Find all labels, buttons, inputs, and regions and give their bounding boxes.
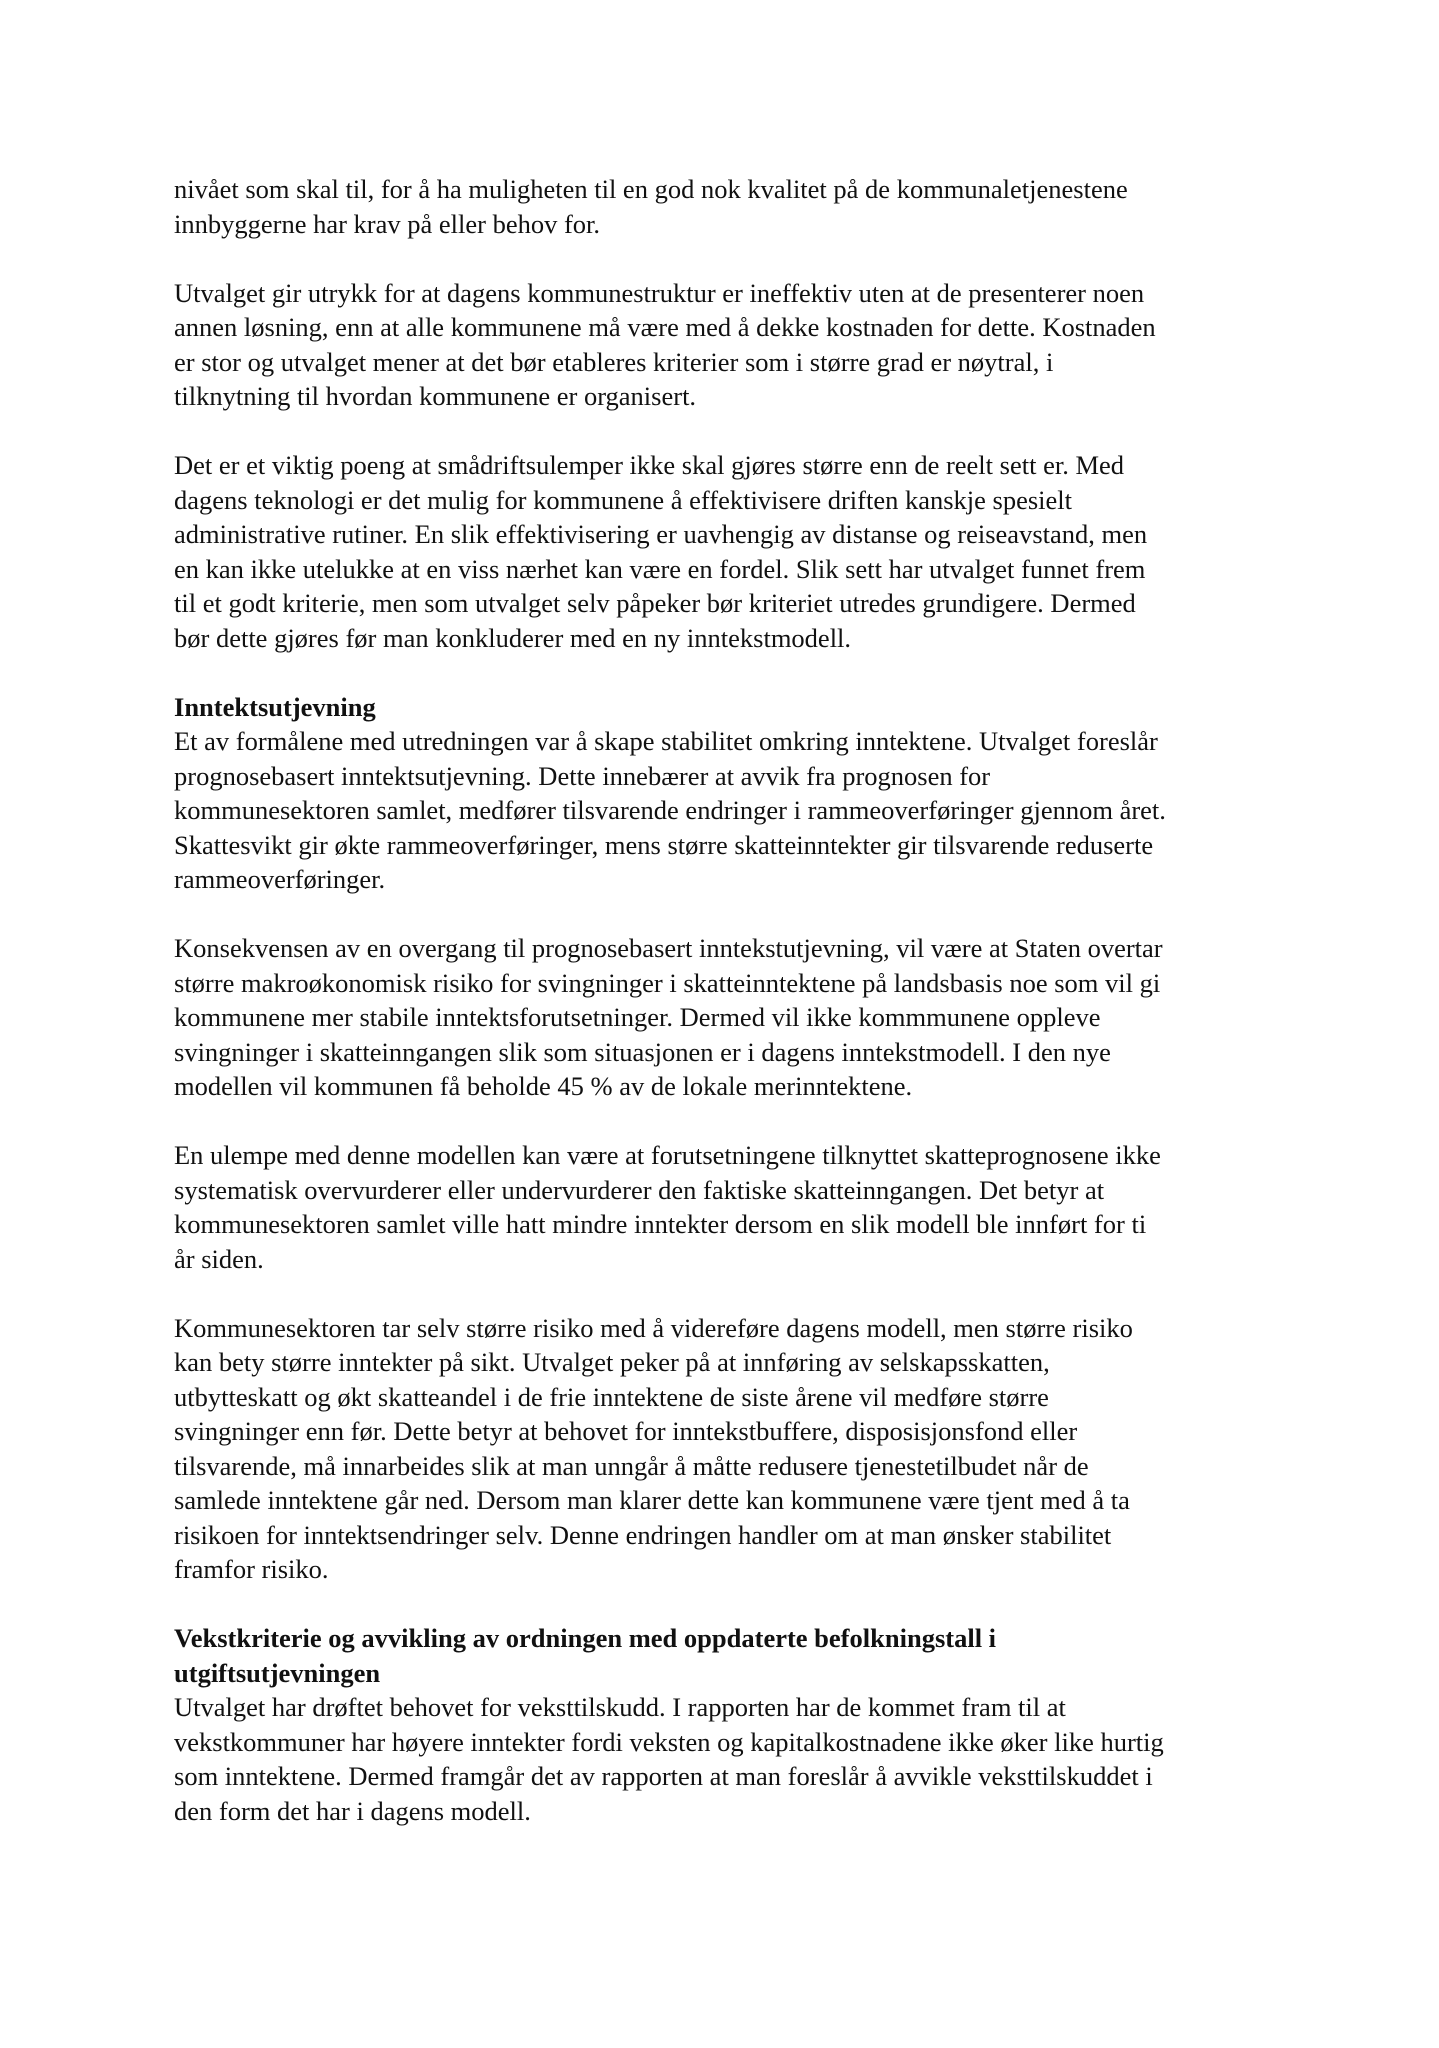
- paragraph: En ulempe med denne modellen kan være at forutsetningene tilknyttet skatteprognosene ikke systematisk overvurderer eller undervurderer den faktiske skatteinngangen. Det betyr at kommunesektoren samlet ville hatt mindre inntekter dersom en slik modell ble innført for ti år siden.: [174, 1140, 1161, 1274]
- paragraph: Kommunesektoren tar selv større risiko med å videreføre dagens modell, men større risiko kan bety større inntekter på sikt. Utvalget peker på at innføring av selskapsskatten, utbytteskatt og økt skatteandel i de frie inntektene de siste årene vil medføre større svingninger enn før. Dette betyr at behovet for inntekstbuffere, disposisjonsfond eller tilsvarende, må innarbeides slik at man unngår å måtte redusere tjenestetilbudet når de samlede inntektene går ned. Dersom man klarer dette kan kommunene være tjent med å ta risikoen for inntektsendringer selv. Denne endringen handler om at man ønsker stabilitet framfor risiko.: [174, 1312, 1133, 1584]
- paragraph: nivået som skal til, for å ha muligheten til en god nok kvalitet på de kommunaletjenestene innbyggerne har krav på eller behov for.: [174, 174, 1128, 239]
- paragraph: Utvalget gir utrykk for at dagens kommunestruktur er ineffektiv uten at de presenterer noen annen løsning, enn at alle kommunene må være med å dekke kostnaden for dette. Kostnaden er stor og utvalget mener at det bør etableres kriterier som i større grad er nøytral, i tilknytning til hvordan kommunene er organisert.: [174, 277, 1156, 411]
- paragraph: Konsekvensen av en overgang til prognosebasert inntekstutjevning, vil være at Staten overtar større makroøkonomisk risiko for svingninger i skatteinntektene på landsbasis noe som vil gi kommunene mer stabile inntektsforutsetninger. Dermed vil ikke kommmunene oppleve svingninger i skatteinngangen slik som situasjonen er i dagens inntekstmodell. I den nye modellen vil kommunen få beholde 45 % av de lokale merinntektene.: [174, 933, 1163, 1101]
- paragraph: Utvalget har drøftet behovet for veksttilskudd. I rapporten har de kommet fram til at vekstkommuner har høyere inntekter fordi veksten og kapitalkostnadene ikke øker like hurtig som inntektene. Dermed framgår det av rapporten at man foreslår å avvikle veksttilskuddet i den form det har i dagens modell.: [174, 1692, 1164, 1826]
- document-page: [174, 172, 1284, 1863]
- paragraph: Det er et viktig poeng at smådriftsulemper ikke skal gjøres større enn de reelt sett er. Med dagens teknologi er det mulig for kommunene å effektivisere driften kanskje spesielt administrative rutiner. En slik effektivisering er uavhengig av distanse og reiseavstand, men en kan ikke utelukke at en viss nærhet kan være en fordel. Slik sett har utvalget funnet frem til et godt kriterie, men som utvalget selv påpeker bør kriteriet utredes grundigere. Dermed bør dette gjøres før man konkluderer med en ny inntekstmodell.: [174, 450, 1148, 653]
- section-heading: Inntektsutjevning: [174, 691, 376, 722]
- section-heading: Vekstkriterie og avvikling av ordningen med oppdaterte befolkningstall i utgiftsutjevningen: [174, 1623, 997, 1688]
- paragraph: Et av formålene med utredningen var å skape stabilitet omkring inntektene. Utvalget foreslår prognosebasert inntektsutjevning. Dette innebærer at avvik fra prognosen for kommunesektoren samlet, medfører tilsvarende endringer i rammeoverføringer gjennom året. Skattesvikt gir økte rammeoverføringer, mens større skatteinntekter gir tilsvarende reduserte rammeoverføringer.: [174, 726, 1166, 894]
